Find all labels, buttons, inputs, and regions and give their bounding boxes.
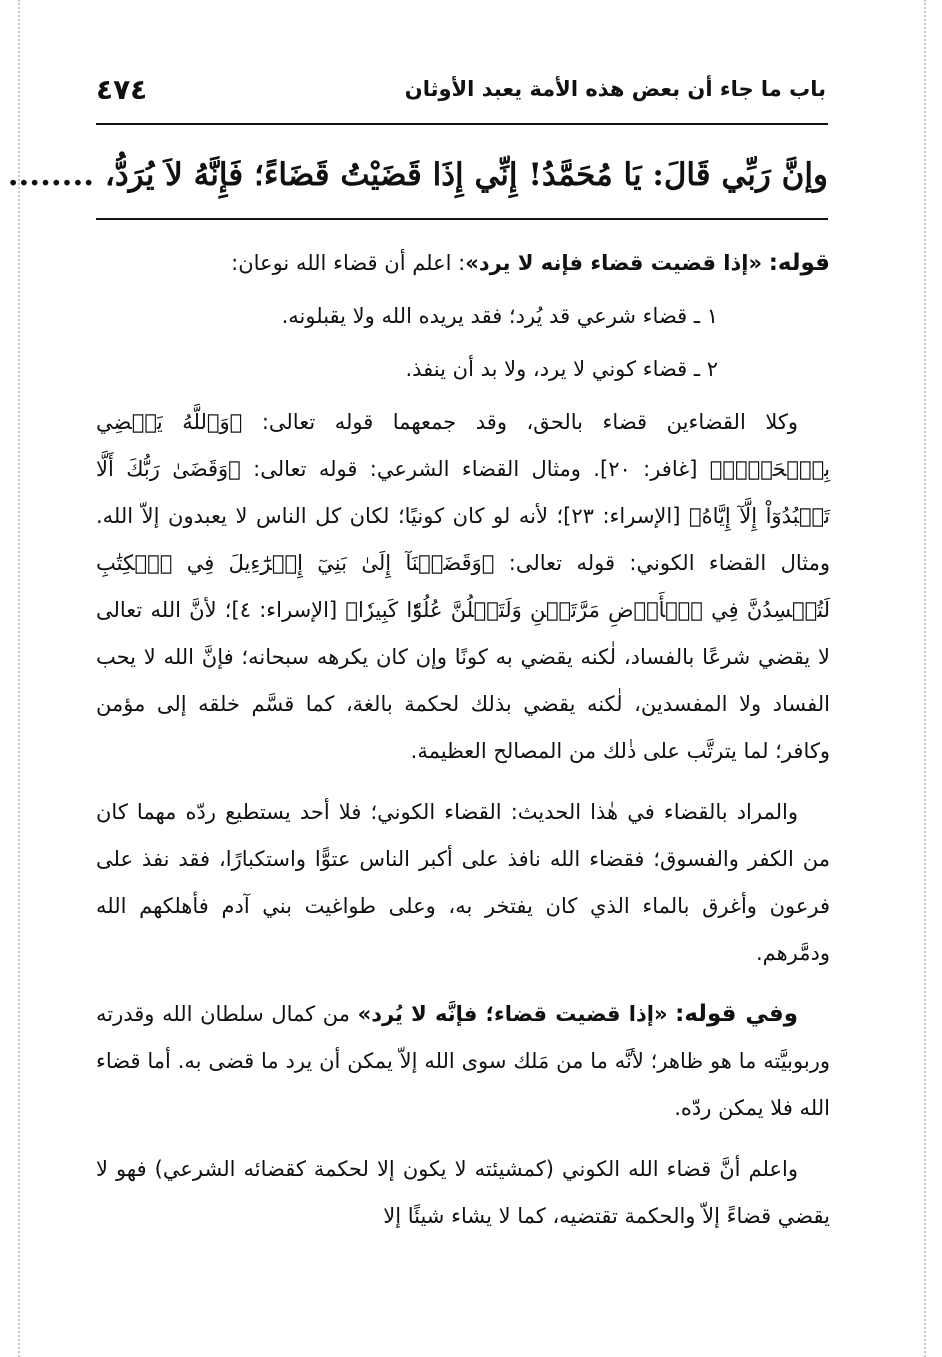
paragraph-text: [الإسراء: ٤]؛ لأنَّ الله تعالى لا يقضي شرعًا بالفساد، لٰكنه يقضي به كونًا وإن كان يكرهه سبحانه؛ فإنَّ الله لا يحب الفساد ولا المفسدين، لٰكنه يقضي بذلك لحكمة بالغة، كما قسَّم خلقه إلى مؤمن وكافر؛ لما يترتَّب على ذٰلك من المصالح العظيمة. (96, 598, 830, 763)
keyword: وفي قوله: (675, 1001, 798, 1027)
hadith-text: وإنَّ رَبِّي قَالَ: يَا مُحَمَّدُ! إِنِّي إِذَا قَضَيْتُ قَضَاءً؛ فَإِنَّهُ لاَ يُرَدُّ، ........ (7, 157, 828, 193)
paragraph-text: [غافر: ٢٠]. ومثال القضاء الشرعي: قوله تعالى: (253, 457, 698, 481)
keyword: قوله: (768, 250, 830, 276)
header-rule (96, 123, 828, 125)
quoted-text: «إذا قضيت قضاء فإنه لا يرد» (465, 251, 763, 275)
list-item: ٢ ـ قضاء كوني لا يرد، ولا بد أن ينفذ. (405, 357, 718, 381)
paragraph: والمراد بالقضاء في هٰذا الحديث: القضاء الكوني؛ فلا أحد يستطيع ردّه مهما كان من الكفر والفسوق؛ فقضاء الله نافذ على أكبر الناس عتوًّا واستكبارًا، فقد نفذ على فرعون وأغرق بالماء الذي كان يفتخر به، وعلى طواغيت بني آدم فأهلكهم الله ودمَّرهم. (96, 800, 830, 965)
quoted-text: «إذا قضيت قضاء؛ فإنَّه لا يُرد» (357, 1002, 668, 1026)
paragraph (96, 240, 830, 287)
paragraph: واعلم أنَّ قضاء الله الكوني (كمشيئته لا يكون إلا لحكمة كقضائه الشرعي) فهو لا يقضي قضاءً إلاّ والحكمة تقتضيه، كما لا يشاء شيئًا إلا (96, 1157, 830, 1228)
list-item: ١ ـ قضاء شرعي قد يُرد؛ فقد يريده الله ولا يقبلونه. (281, 304, 718, 328)
paragraph-text: [الإسراء: ٢٣]؛ لأنه لو كان كونيًا؛ لكان كل الناس لا يعبدون إلاّ الله. ومثال القضاء الكوني: قوله تعالى: (96, 504, 831, 575)
paragraph-text: من كمال سلطان الله وقدرته وربوبيَّته ما هو ظاهر؛ لأنَّه ما من مَلك سوى الله إلاّ يمكن أن يرد ما قضى به. أما قضاء الله فلا يمكن ردّه. (96, 1002, 830, 1120)
commentary-body (96, 240, 830, 1350)
chapter-title: باب ما جاء أن بعض هذه الأمة يعبد الأوثان (404, 77, 826, 101)
page-header (96, 64, 826, 114)
paragraph (96, 991, 830, 1132)
page-number: ٤٧٤ (96, 72, 148, 106)
paragraph-text: : اعلم أن قضاء الله نوعان: (231, 251, 466, 275)
quran-verse: ﴿وَقَضَيۡنَآ إِلَىٰ بَنِيٓ إِسۡرَٰٓءِيلَ فِي ٱلۡكِتَٰبِ لَتُفۡسِدُنَّ فِي ٱلۡأَرۡضِ مَرَّتَيۡنِ وَلَتَعۡلُنَّ عُلُوّٗا كَبِيرٗا﴾ (96, 551, 830, 622)
hadith-rule (96, 218, 828, 220)
page-edge-dotted-line (924, 0, 926, 1357)
quran-verse: ﴿وَٱللَّهُ يَقۡضِي بِٱلۡحَقِّۖ﴾ (96, 410, 831, 481)
paragraph-text: وكلا القضاءين قضاء بالحق، وقد جمعهما قوله تعالى: (261, 410, 798, 434)
paragraph (96, 399, 830, 775)
quran-verse: ﴿وَقَضَىٰ رَبُّكَ أَلَّا تَعۡبُدُوٓاْ إِلَّآ إِيَّاهُ﴾ (96, 457, 830, 528)
